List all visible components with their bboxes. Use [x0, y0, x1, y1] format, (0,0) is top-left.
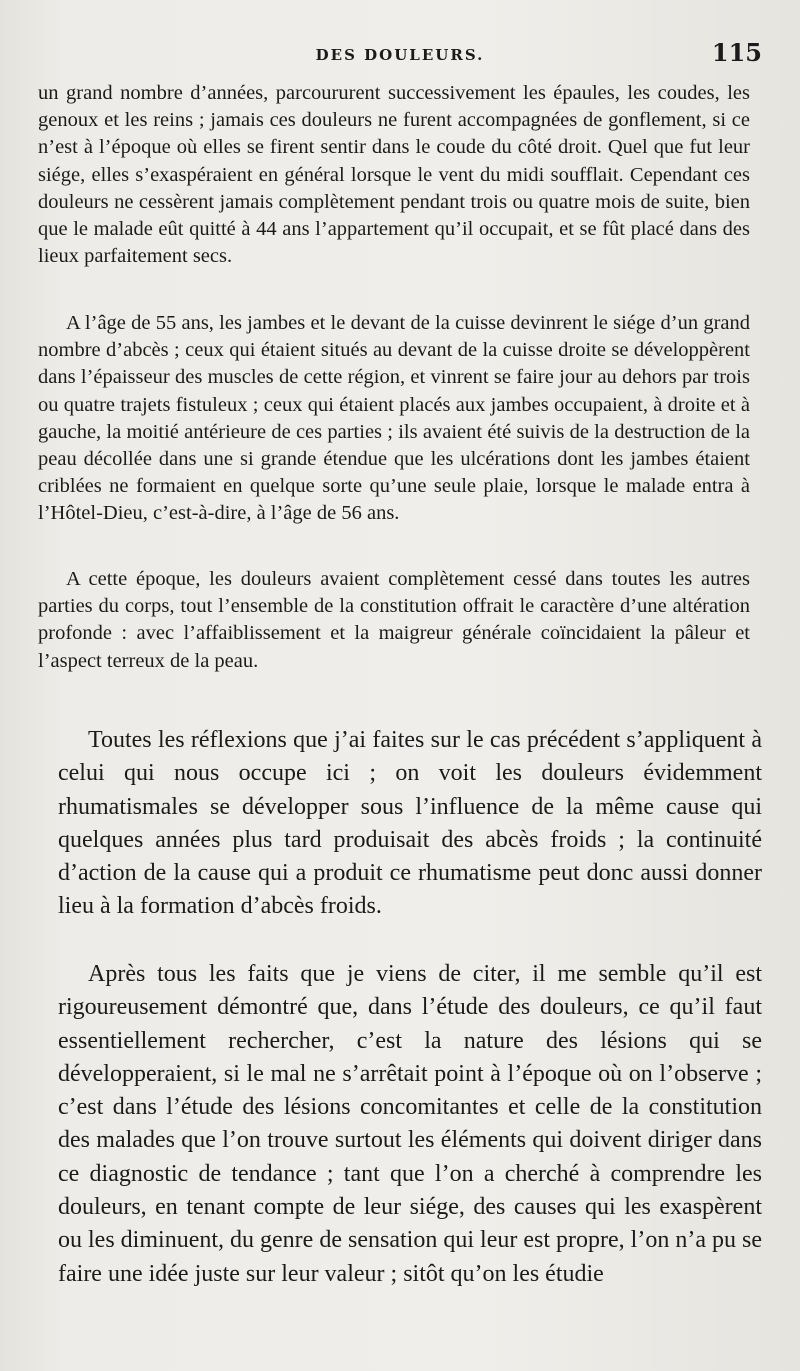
- paragraph-4: Toutes les réflexions que j’ai faites sur le cas précédent s’appliquent à celui qui nous occupe ici ; on voit les douleurs évidemment rhumatismales se développer sous l’influence de la même cause qui quelques années plus tard produisait des abcès froids ; la continuité d’action de la cause qui a produit ce rhumatisme peut donc aussi donner lieu à la formation d’abcès froids.: [58, 727, 762, 920]
- page-header: [38, 38, 762, 74]
- paragraph-5: Après tous les faits que je viens de citer, il me semble qu’il est rigoureusement démontré que, dans l’étude des douleurs, ce qu’il faut essentiellement rechercher, c’est la nature des lésions qui se développeraient, si le mal ne s’arrêtait point à l’époque où on l’observe ; c’est dans l’étude des lésions concomitantes et celle de la constitution des malades que l’on trouve surtout les éléments qui doivent diriger dans ce diagnostic de tendance ; tant que l’on a cherché à comprendre les douleurs, en tenant compte de leur siége, des causes qui les exaspèrent ou les diminuent, du genre de sensation qui leur est propre, l’on n’a pu se faire une idée juste sur leur valeur ; sitôt qu’on les étudie: [58, 961, 762, 1287]
- page-number: 115: [711, 38, 762, 67]
- paragraph-3: A cette époque, les douleurs avaient complètement cessé dans toutes les autres parties du corps, tout l’ensemble de la constitution offrait le caractère d’une altération profonde : avec l’affaiblissement et la maigreur générale coïncidaient la pâleur et l’aspect terreux de la peau.: [38, 568, 750, 672]
- paragraph-1: un grand nombre d’années, parcoururent successivement les épaules, les coudes, les genoux et les reins ; jamais ces douleurs ne furent accompagnées de gonflement, si ce n’est à l’époque où elles se firent sentir dans le coude du côté droit. Quel que fut leur siége, elles s’exaspéraient en général lorsque le vent du midi soufflait. Cependant ces douleurs ne cessèrent jamais complètement pendant trois ou quatre mois de suite, bien que le malade eût quitté à 44 ans l’appartement qu’il occupait, et se fût placé dans des lieux parfaitement secs.: [38, 82, 750, 268]
- running-title: DES DOULEURS.: [315, 46, 485, 64]
- paragraph-2: A l’âge de 55 ans, les jambes et le devant de la cuisse devinrent le siége d’un grand nombre d’abcès ; ceux qui étaient situés au devant de la cuisse droite se développèrent dans l’épaisseur des muscles de cette région, et vinrent se faire jour au dehors par trois ou quatre trajets fistuleux ; ceux qui étaient placés aux jambes occupaient, à droite et à gauche, la moitié antérieure de ces parties ; ils avaient été suivis de la destruction de la peau décollée dans une si grande étendue que les ulcérations dont les jambes étaient criblées ne formaient en quelque sorte qu’une seule plaie, lorsque le malade entra à l’Hôtel-Dieu, c’est-à-dire, à l’âge de 56 ans.: [38, 312, 750, 525]
